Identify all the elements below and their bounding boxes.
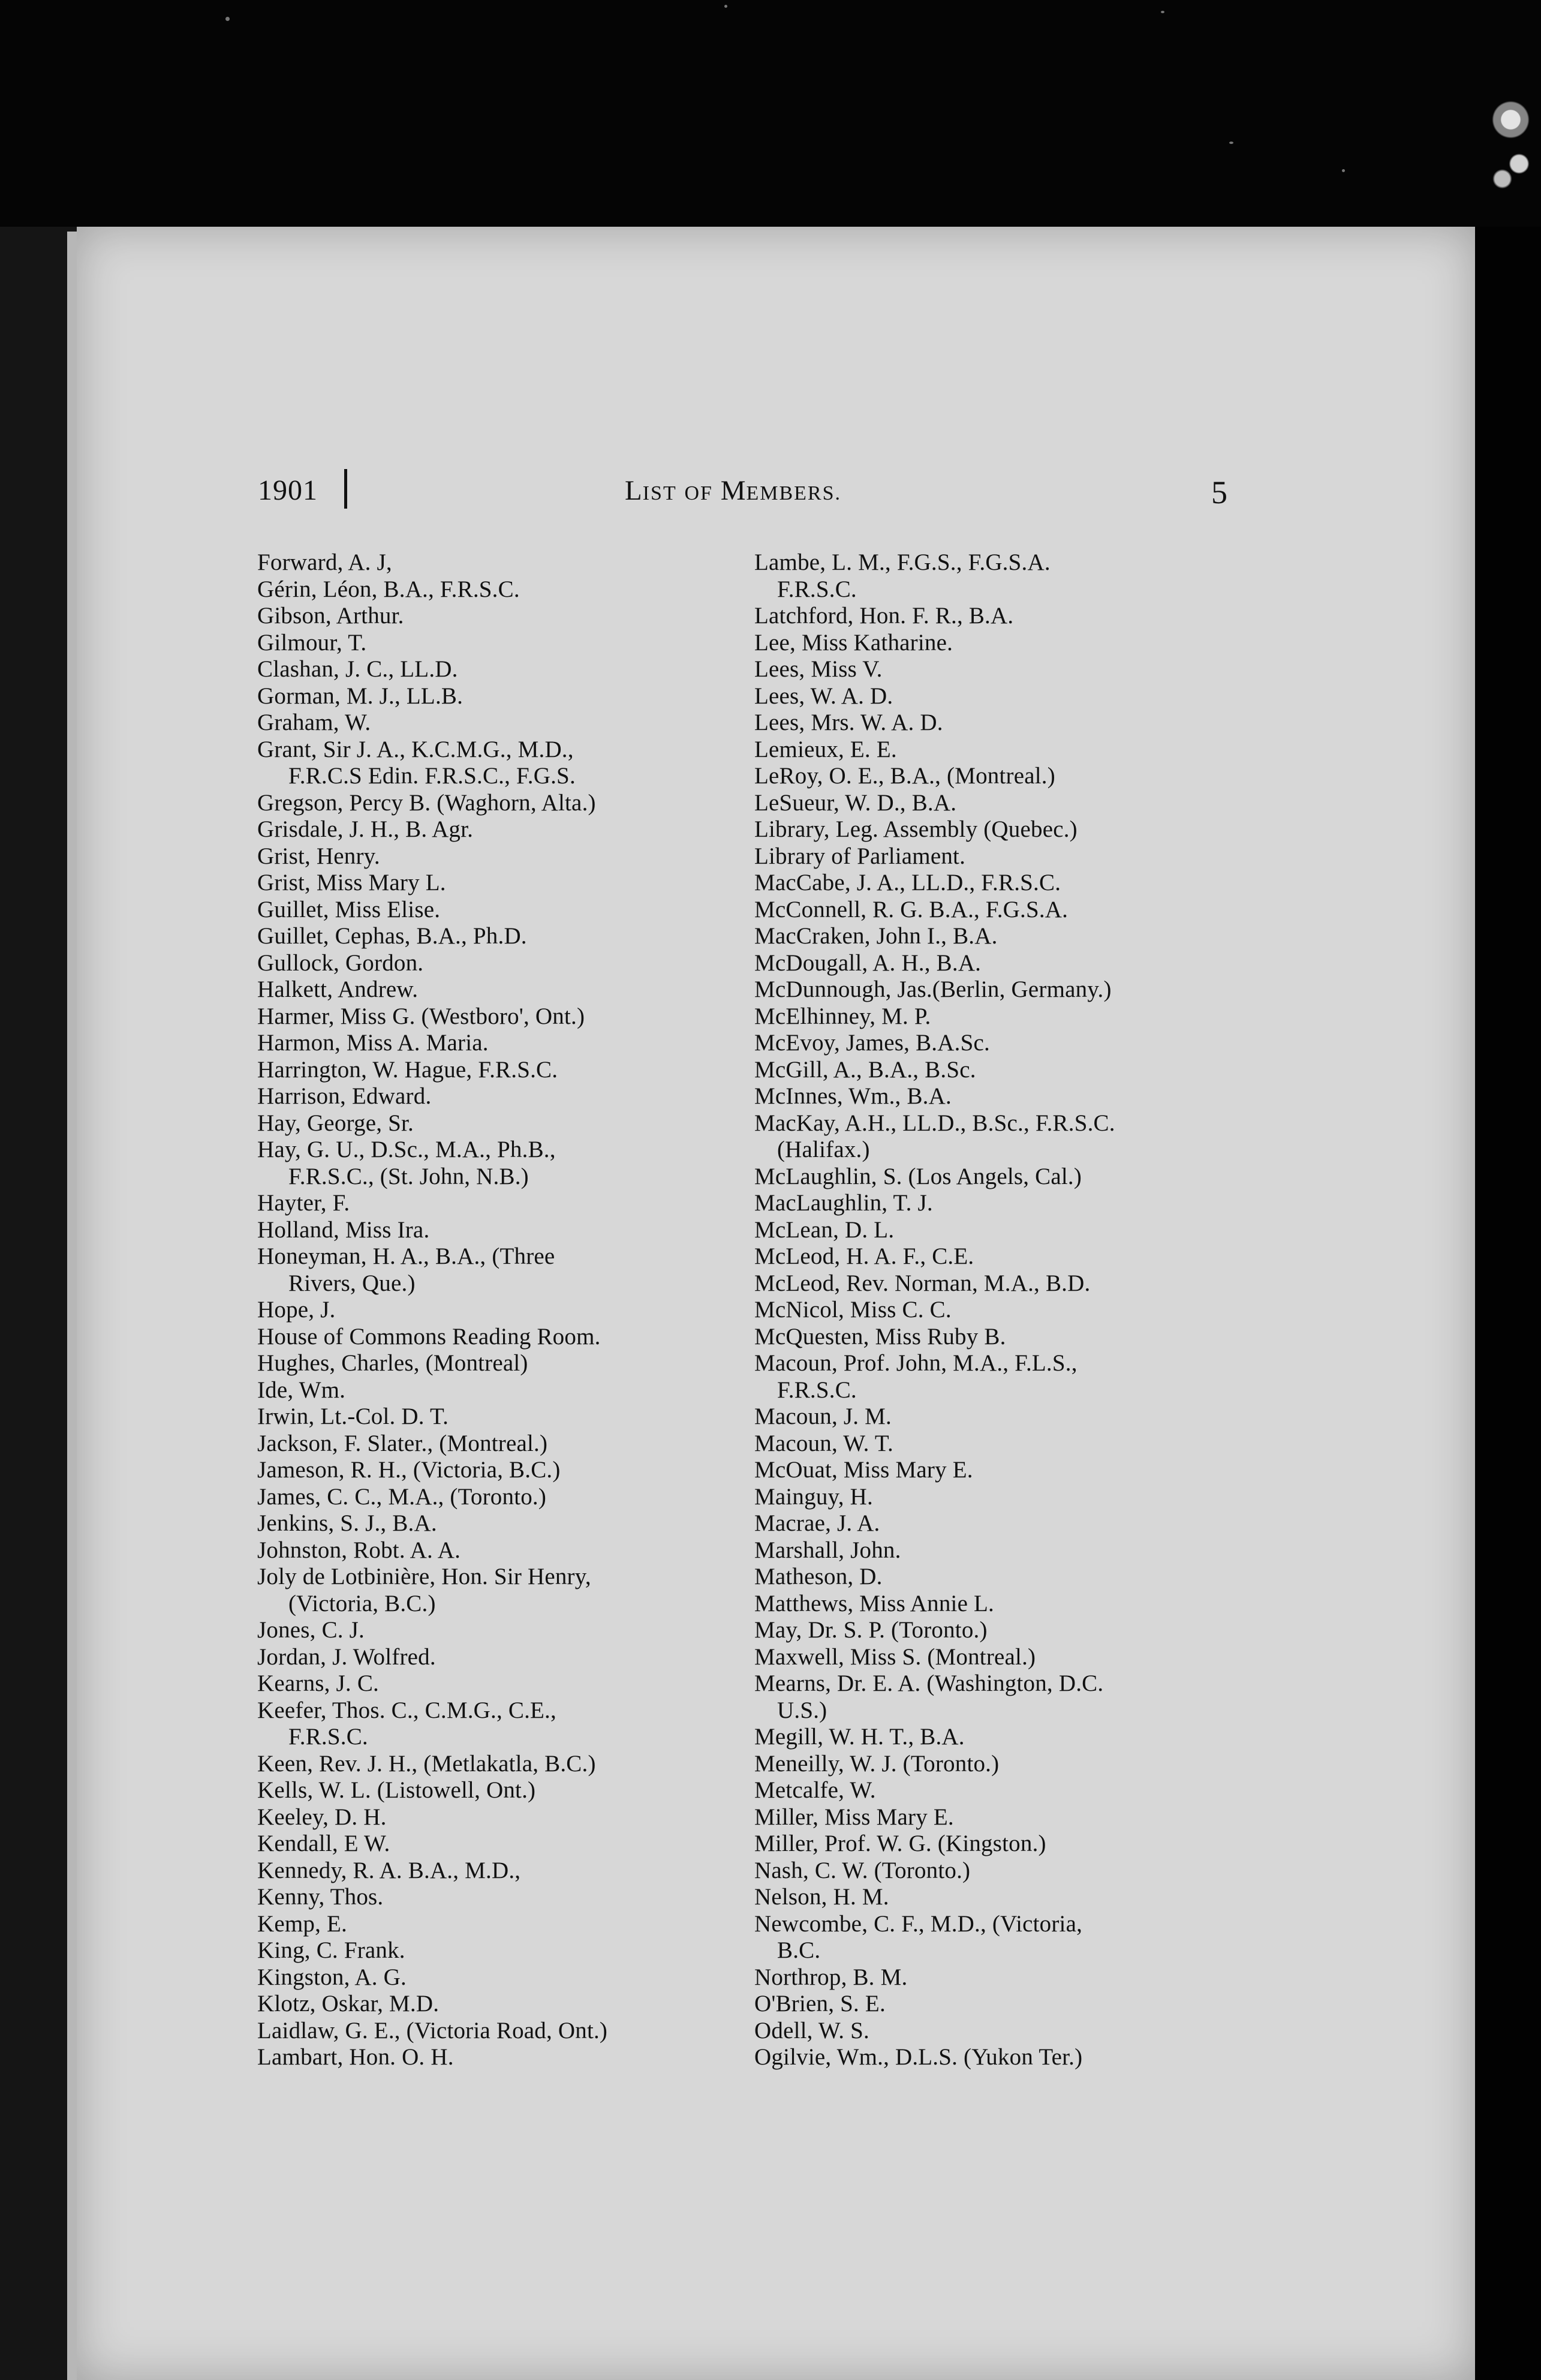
member-entry: Holland, Miss Ira. <box>257 1216 430 1243</box>
scan-debris <box>1492 76 1534 202</box>
member-entry-continuation: Rivers, Que.) <box>288 1270 416 1296</box>
member-entry: Irwin, Lt.-Col. D. T. <box>257 1404 449 1429</box>
member-entry: Harmon, Miss A. Maria. <box>257 1030 489 1056</box>
member-entry: Megill, W. H. T., B.A. <box>754 1724 965 1750</box>
member-entry: Nelson, H. M. <box>754 1884 889 1910</box>
member-entry: Miller, Prof. W. G. (Kingston.) <box>754 1831 1046 1856</box>
running-title: LIST OF MEMBERS. <box>625 475 842 506</box>
member-entry: McLeod, H. A. F., C.E. <box>754 1243 974 1269</box>
member-entry: Macoun, Prof. John, M.A., F.L.S., <box>754 1350 1078 1376</box>
member-entry: Hay, G. U., D.Sc., M.A., Ph.B., <box>257 1137 556 1162</box>
member-entry: Hughes, Charles, (Montreal) <box>257 1350 528 1376</box>
member-entry: LeSueur, W. D., B.A. <box>754 789 957 816</box>
member-entry: Graham, W. <box>257 710 371 735</box>
member-entry: Johnston, Robt. A. A. <box>257 1537 461 1563</box>
member-entry: Lees, Miss V. <box>754 656 883 682</box>
member-entry: Guillet, Cephas, B.A., Ph.D. <box>257 923 527 949</box>
member-entry: Lambe, L. M., F.G.S., F.G.S.A. <box>754 549 1051 575</box>
header-year: 1901 <box>258 474 318 506</box>
member-entry: Clashan, J. C., LL.D. <box>257 656 458 682</box>
member-entry: Maxwell, Miss S. (Montreal.) <box>754 1643 1036 1670</box>
member-entry: Jones, C. J. <box>257 1617 365 1643</box>
member-entry: Library, Leg. Assembly (Quebec.) <box>754 816 1078 842</box>
member-entry: Laidlaw, G. E., (Victoria Road, Ont.) <box>257 2017 608 2044</box>
member-entry: LeRoy, O. E., B.A., (Montreal.) <box>754 763 1055 789</box>
member-entry: Meneilly, W. J. (Toronto.) <box>754 1750 1000 1777</box>
member-entry: Hayter, F. <box>257 1190 350 1216</box>
dust-speck <box>1161 11 1164 13</box>
member-entry: Gregson, Percy B. (Waghorn, Alta.) <box>257 789 596 816</box>
member-entry: O'Brien, S. E. <box>754 1991 886 2017</box>
dust-speck <box>1342 169 1345 172</box>
member-entry: Grisdale, J. H., B. Agr. <box>257 816 474 842</box>
member-entry: Jameson, R. H., (Victoria, B.C.) <box>257 1457 561 1483</box>
member-entry: Gullock, Gordon. <box>257 949 424 976</box>
right-margin-shadow <box>1475 227 1541 2380</box>
member-entry: Hay, George, Sr. <box>257 1110 414 1136</box>
member-entry: MacLaughlin, T. J. <box>754 1190 933 1216</box>
member-entry: McDunnough, Jas.(Berlin, Germany.) <box>754 976 1112 1002</box>
member-entry: Miller, Miss Mary E. <box>754 1804 954 1830</box>
dust-speck <box>724 5 727 8</box>
member-entry: Kenny, Thos. <box>257 1884 384 1910</box>
member-entry: McEvoy, James, B.A.Sc. <box>754 1030 990 1056</box>
member-entry: McNicol, Miss C. C. <box>754 1297 952 1323</box>
member-entry: Klotz, Oskar, M.D. <box>257 1991 440 2017</box>
member-entry: Latchford, Hon. F. R., B.A. <box>754 603 1014 629</box>
member-entry: Lees, Mrs. W. A. D. <box>754 710 943 735</box>
member-entry: Kennedy, R. A. B.A., M.D., <box>257 1857 521 1883</box>
member-entry: Macrae, J. A. <box>754 1510 880 1536</box>
member-entry-continuation: (Victoria, B.C.) <box>288 1590 436 1616</box>
member-entry: Harrison, Edward. <box>257 1083 432 1109</box>
member-entry-continuation: F.R.S.C., (St. John, N.B.) <box>288 1163 529 1189</box>
member-entry: Gilmour, T. <box>257 629 367 656</box>
member-entry: Macoun, W. T. <box>754 1430 893 1456</box>
member-entry: King, C. Frank. <box>257 1937 405 1963</box>
member-entry: McLean, D. L. <box>754 1216 895 1243</box>
member-entry-continuation: (Halifax.) <box>777 1137 870 1162</box>
member-entry: Mearns, Dr. E. A. (Washington, D.C. <box>754 1670 1104 1696</box>
member-entry: Lambart, Hon. O. H. <box>257 2044 454 2070</box>
member-entry-continuation: F.R.C.S Edin. F.R.S.C., F.G.S. <box>288 763 576 789</box>
member-entry-continuation: F.R.S.C. <box>777 1377 857 1403</box>
header-rule <box>344 469 347 509</box>
member-entry: Nash, C. W. (Toronto.) <box>754 1857 971 1883</box>
member-entry: Keeley, D. H. <box>257 1804 387 1830</box>
member-entry: James, C. C., M.A., (Toronto.) <box>257 1483 547 1510</box>
member-entry: Ide, Wm. <box>257 1377 346 1403</box>
member-entry-continuation: F.R.S.C. <box>288 1724 368 1750</box>
member-entry: Keen, Rev. J. H., (Metlakatla, B.C.) <box>257 1750 596 1777</box>
right-member-column <box>754 549 1252 2071</box>
member-entry: Grist, Henry. <box>257 843 380 869</box>
member-entry: May, Dr. S. P. (Toronto.) <box>754 1617 988 1643</box>
member-entry: Jordan, J. Wolfred. <box>257 1643 436 1670</box>
member-entry: Mainguy, H. <box>754 1483 873 1510</box>
member-entry: McQuesten, Miss Ruby B. <box>754 1323 1006 1350</box>
member-entry: Macoun, J. M. <box>754 1404 892 1429</box>
member-entry: Jenkins, S. J., B.A. <box>257 1510 437 1536</box>
member-entry: McGill, A., B.A., B.Sc. <box>754 1056 976 1083</box>
member-entry-continuation: U.S.) <box>777 1697 827 1723</box>
page-number: 5 <box>1211 474 1227 510</box>
member-entry: Kemp, E. <box>257 1910 347 1937</box>
member-entry: Kearns, J. C. <box>257 1670 379 1696</box>
member-entry: Joly de Lotbinière, Hon. Sir Henry, <box>257 1564 591 1589</box>
dust-speck <box>225 17 230 21</box>
member-entry: Forward, A. J, <box>257 549 392 575</box>
member-entry: Lees, W. A. D. <box>754 683 893 709</box>
member-entry: Grist, Miss Mary L. <box>257 870 446 895</box>
member-entry-continuation: B.C. <box>777 1937 821 1963</box>
member-entry: McElhinney, M. P. <box>754 1003 931 1029</box>
member-entry: McInnes, Wm., B.A. <box>754 1083 952 1109</box>
member-entry: Gibson, Arthur. <box>257 603 404 629</box>
member-entry: Keefer, Thos. C., C.M.G., C.E., <box>257 1697 556 1723</box>
member-entry: Matthews, Miss Annie L. <box>754 1590 995 1616</box>
member-entry: Newcombe, C. F., M.D., (Victoria, <box>754 1910 1083 1937</box>
member-entry: House of Commons Reading Room. <box>257 1323 601 1350</box>
member-entry: Kells, W. L. (Listowell, Ont.) <box>257 1777 536 1803</box>
member-entry: Ogilvie, Wm., D.L.S. (Yukon Ter.) <box>754 2044 1083 2070</box>
left-member-column <box>257 549 725 2071</box>
member-entry: Gérin, Léon, B.A., F.R.S.C. <box>257 576 520 602</box>
member-entry: McDougall, A. H., B.A. <box>754 949 982 976</box>
member-entry: MacCraken, John I., B.A. <box>754 923 998 949</box>
member-entry: McOuat, Miss Mary E. <box>754 1457 973 1483</box>
binding-shadow <box>0 227 77 2380</box>
member-entry: McConnell, R. G. B.A., F.G.S.A. <box>754 896 1069 922</box>
member-entry: Lee, Miss Katharine. <box>754 629 953 656</box>
member-entry: Guillet, Miss Elise. <box>257 896 441 922</box>
member-entry: McLaughlin, S. (Los Angels, Cal.) <box>754 1163 1082 1189</box>
member-entry: Jackson, F. Slater., (Montreal.) <box>257 1430 548 1456</box>
member-entry: McLeod, Rev. Norman, M.A., B.D. <box>754 1270 1091 1296</box>
member-entry: Matheson, D. <box>754 1564 883 1589</box>
member-entry: Hope, J. <box>257 1297 336 1323</box>
member-entry: MacCabe, J. A., LL.D., F.R.S.C. <box>754 870 1061 895</box>
member-entry: Gorman, M. J., LL.B. <box>257 683 463 709</box>
dust-speck <box>1229 142 1233 144</box>
member-entry: Marshall, John. <box>754 1537 901 1563</box>
member-entry: MacKay, A.H., LL.D., B.Sc., F.R.S.C. <box>754 1110 1115 1136</box>
running-header <box>258 474 1241 522</box>
member-entry: Northrop, B. M. <box>754 1964 908 1990</box>
member-entry: Harrington, W. Hague, F.R.S.C. <box>257 1056 558 1083</box>
member-entry: Halkett, Andrew. <box>257 976 419 1002</box>
member-entry: Harmer, Miss G. (Westboro', Ont.) <box>257 1003 585 1029</box>
member-entry: Kingston, A. G. <box>257 1964 407 1990</box>
member-entry: Odell, W. S. <box>754 2017 870 2044</box>
member-entry: Honeyman, H. A., B.A., (Three <box>257 1243 555 1269</box>
member-entry: Metcalfe, W. <box>754 1777 876 1803</box>
member-entry-continuation: F.R.S.C. <box>777 576 857 602</box>
member-entry: Library of Parliament. <box>754 843 966 869</box>
member-entry: Lemieux, E. E. <box>754 736 897 762</box>
member-entry: Kendall, E W. <box>257 1831 390 1856</box>
member-entry: Grant, Sir J. A., K.C.M.G., M.D., <box>257 736 574 762</box>
